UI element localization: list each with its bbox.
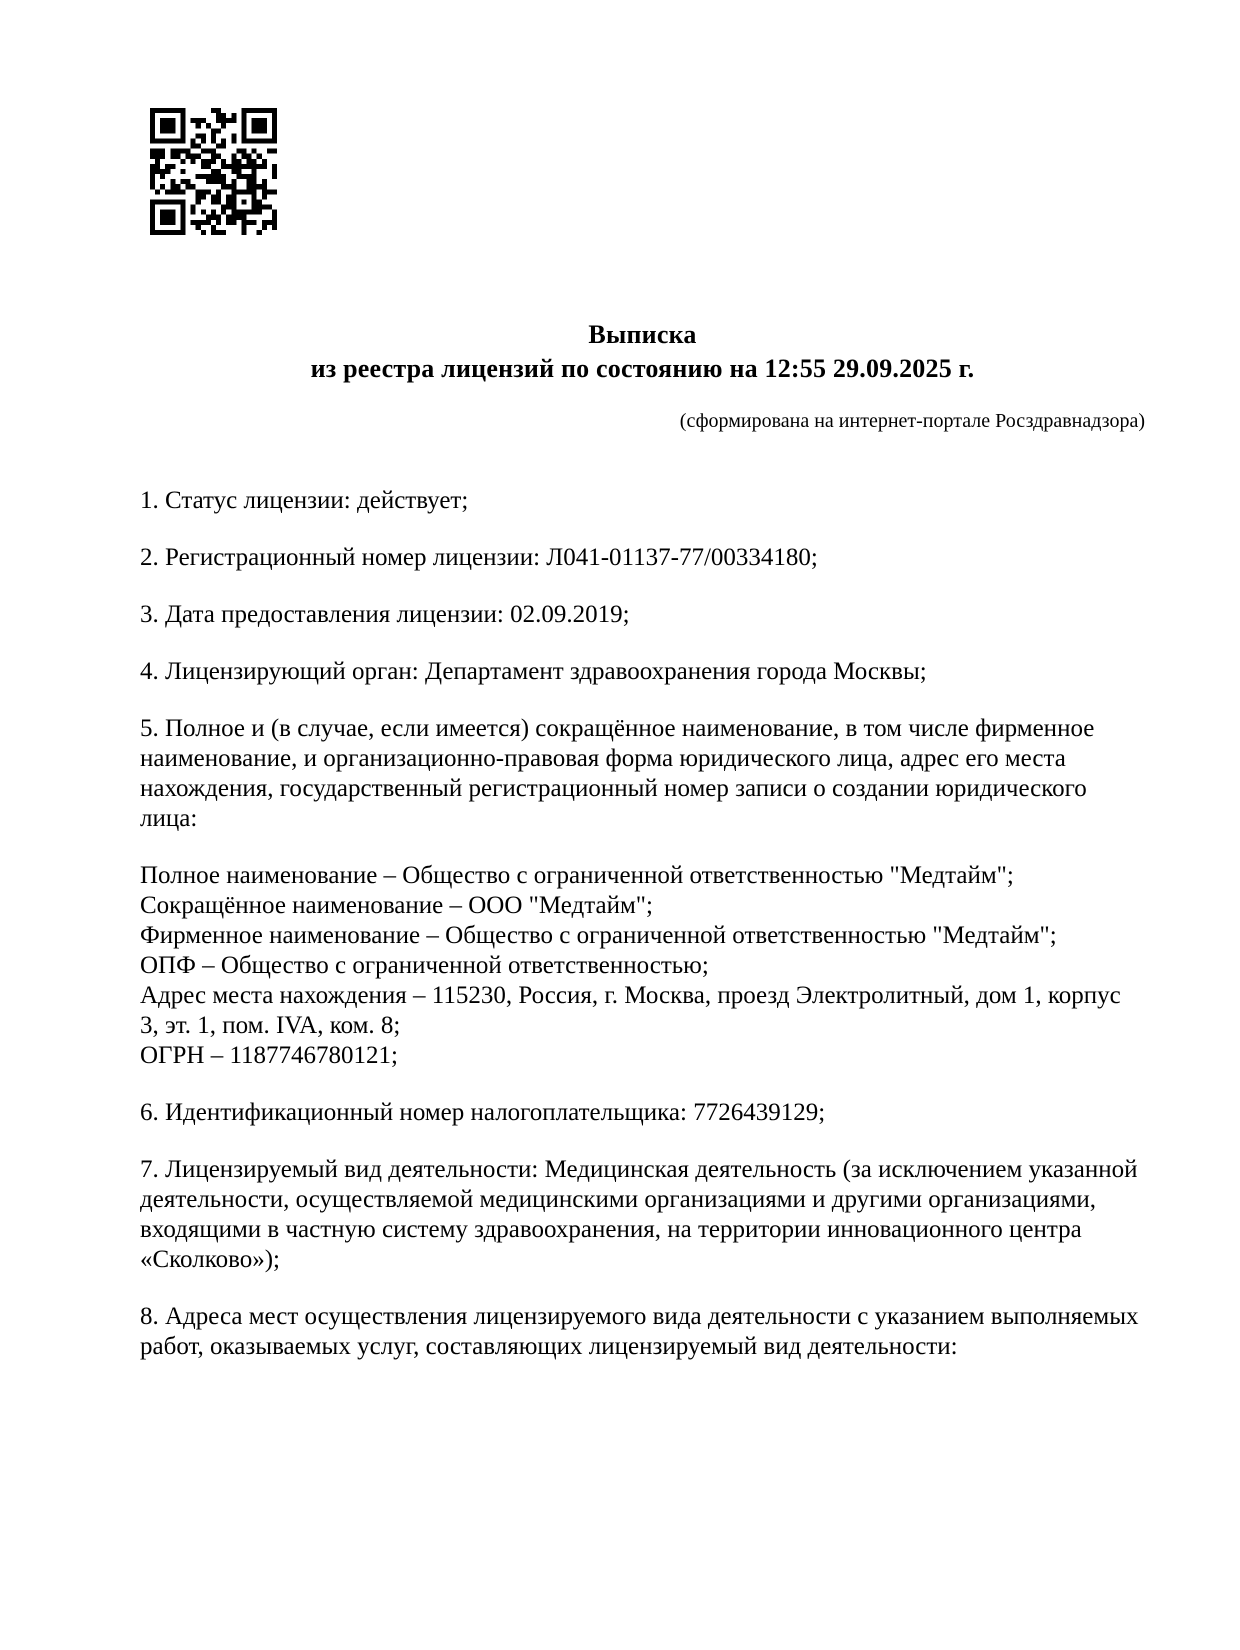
item-licensing-authority: 4. Лицензирующий орган: Департамент здравоохранения города Москвы; [140,658,927,685]
document-title [140,318,1145,386]
company-details-block [140,861,1145,1071]
portal-note: (сформирована на интернет-портале Росздравнадзора) [679,410,1145,432]
title-line-1: Выписка [588,320,697,349]
item-licensed-activity: 7. Лицензируемый вид деятельности: Медицинская деятельность (за исключением указанной деятельности, осуществляемой медицинскими организациями и другими организациями, входящими в частную систему здравоохранения, на территории инновационного центра «Сколково»); [140,1156,1138,1273]
title-line-2: из реестра лицензий по состоянию на 12:55 29.09.2025 г. [310,354,975,383]
company-address: Адрес места нахождения – 115230, Россия, г. Москва, проезд Электролитный, дом 1, корпус 3, эт. 1, пом. IVA, ком. 8; [140,982,1121,1039]
company-legal-form: ОПФ – Общество с ограниченной ответственностью; [140,952,709,979]
item-registration-number: 2. Регистрационный номер лицензии: Л041-01137-77/00334180; [140,544,818,571]
item-license-grant-date: 3. Дата предоставления лицензии: 02.09.2019; [140,601,630,628]
company-short-name: Сокращённое наименование – ООО "Медтайм"; [140,892,653,919]
company-ogrn: ОГРН – 1187746780121; [140,1042,398,1069]
document-content [140,0,1145,1389]
company-brand-name: Фирменное наименование – Общество с ограниченной ответственностью "Медтайм"; [140,922,1057,949]
item-activity-addresses-heading: 8. Адреса мест осуществления лицензируемого вида деятельности с указанием выполняемых работ, оказываемых услуг, составляющих лицензируемый вид деятельности: [140,1303,1139,1360]
company-full-name: Полное наименование – Общество с ограниченной ответственностью "Медтайм"; [140,862,1014,889]
item-taxpayer-number: 6. Идентификационный номер налогоплательщика: 7726439129; [140,1099,826,1126]
item-legal-entity-heading: 5. Полное и (в случае, если имеется) сокращённое наименование, в том числе фирменное наименование, и организационно-правовая форма юридического лица, адрес его места нахождения, государственный регистрационный номер записи о создании юридического лица: [140,715,1095,832]
item-license-status: 1. Статус лицензии: действует; [140,487,469,514]
